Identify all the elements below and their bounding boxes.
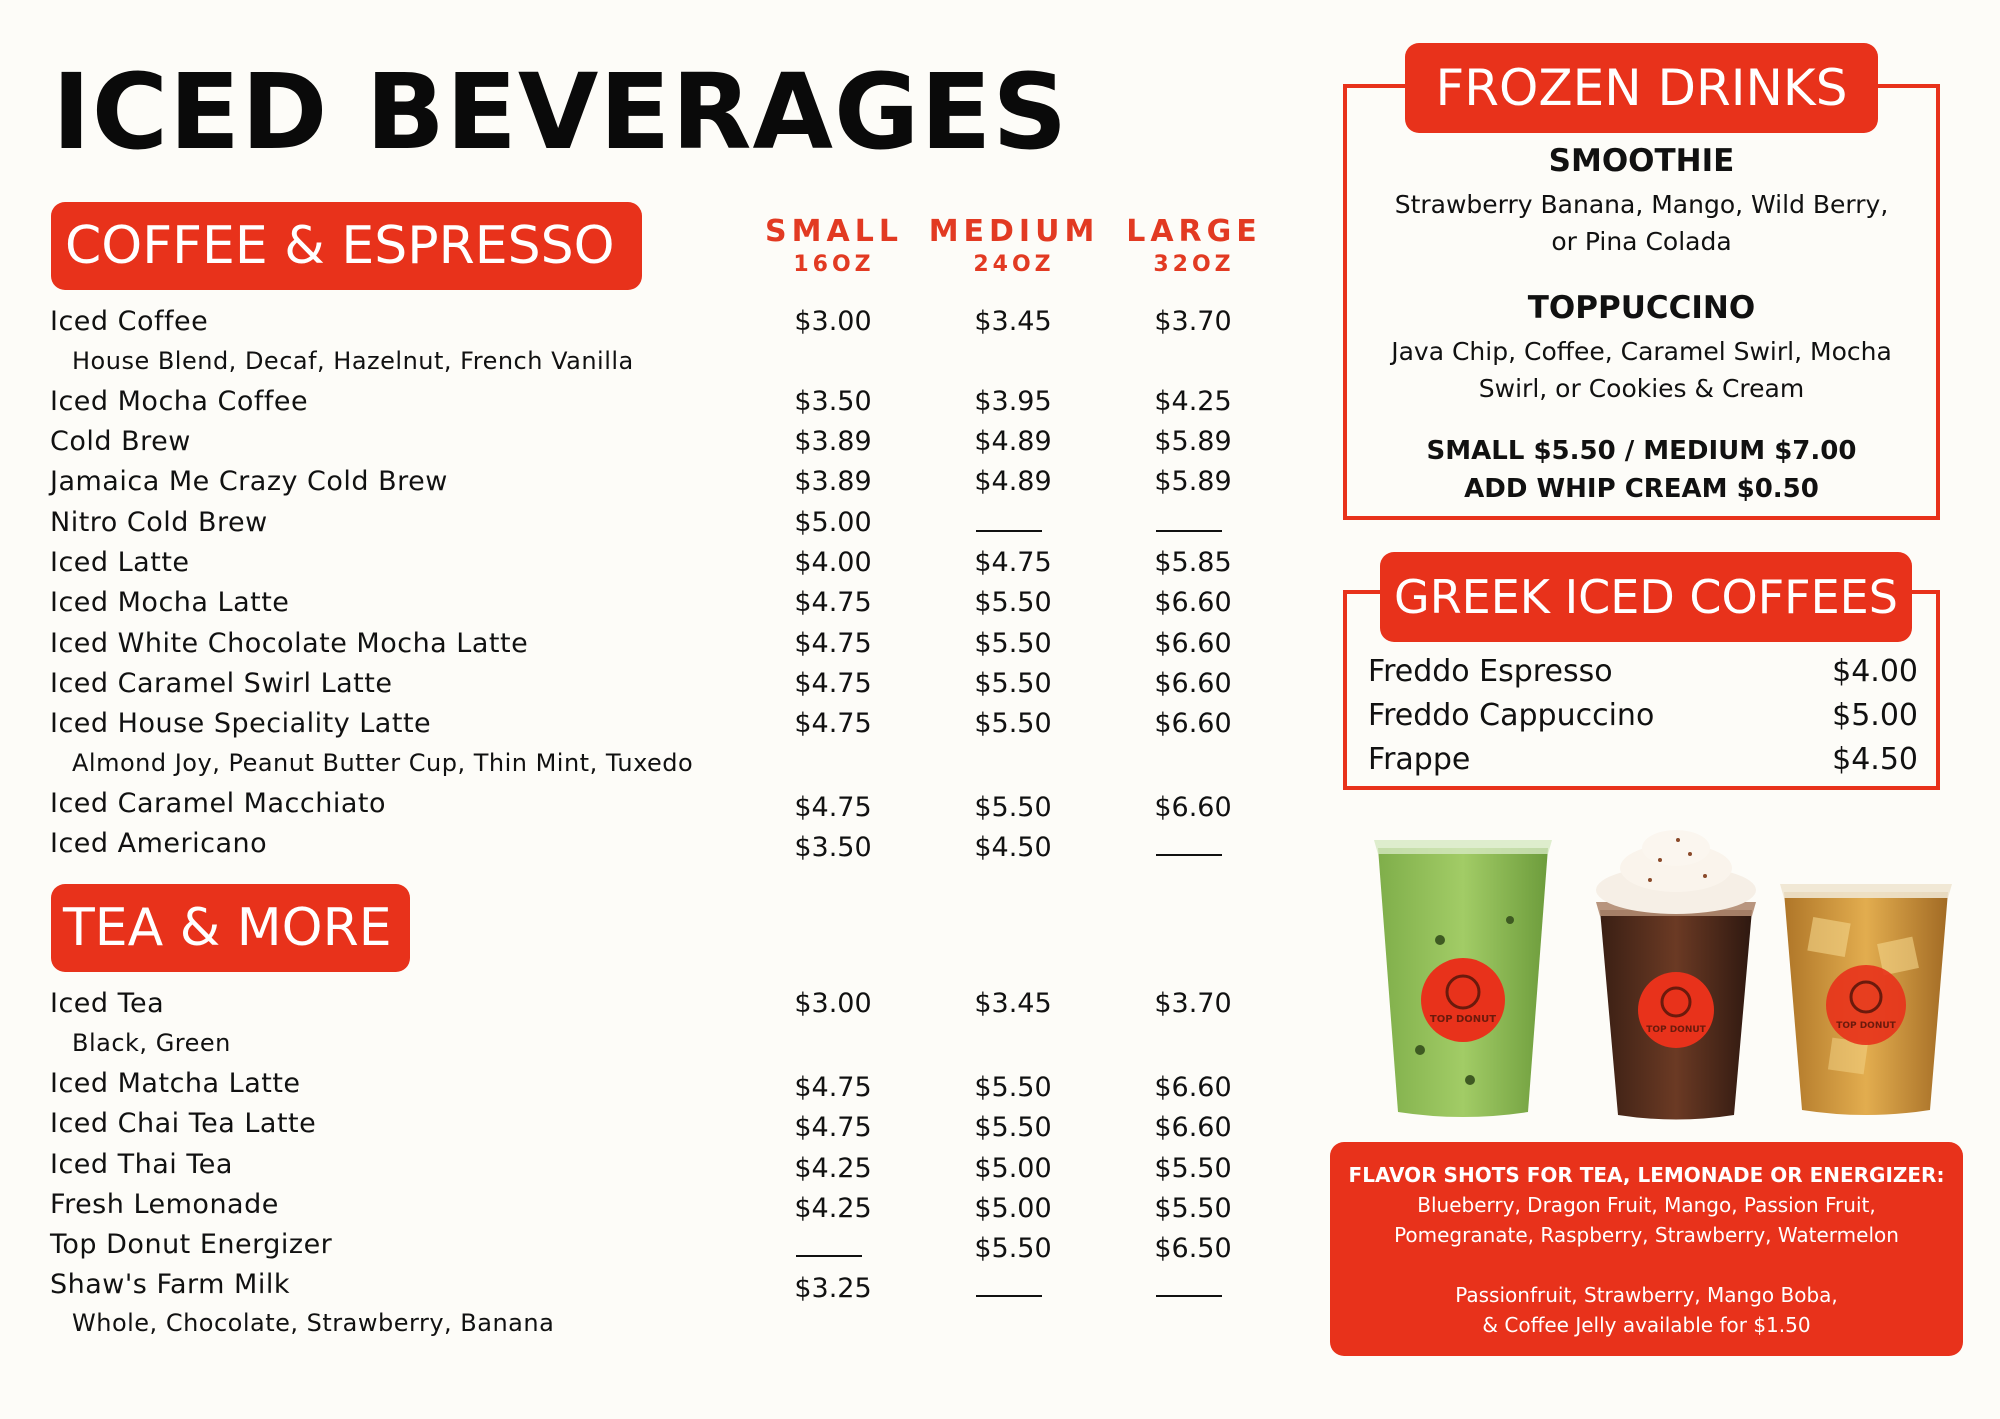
price-small: $4.75 <box>794 1072 872 1103</box>
item-note: Almond Joy, Peanut Butter Cup, Thin Mint, Tuxedo <box>72 749 694 777</box>
menu-row <box>50 1185 1250 1225</box>
menu-row <box>50 302 1250 342</box>
flavor-shots-heading: FLAVOR SHOTS FOR TEA, LEMONADE OR ENERGIZER: <box>1348 1163 1945 1187</box>
item-note: Whole, Chocolate, Strawberry, Banana <box>72 1309 555 1337</box>
item-name: Top Donut Energizer <box>50 1229 333 1260</box>
greek-row <box>1368 650 1918 694</box>
price-large: $3.70 <box>1154 988 1232 1019</box>
price-small: $4.25 <box>794 1193 872 1224</box>
price-small: $4.75 <box>794 1112 872 1143</box>
price-small: $3.00 <box>794 306 872 337</box>
price-medium: $4.89 <box>974 466 1052 497</box>
flavor-shots-box <box>1330 1142 1963 1356</box>
iced-tea-cup <box>1780 884 1952 1115</box>
greek-row <box>1368 694 1918 738</box>
price-medium: $4.89 <box>974 426 1052 457</box>
price-large: $3.70 <box>1154 306 1232 337</box>
drink-cups-image <box>1360 810 1960 1130</box>
boba-line2: & Coffee Jelly available for $1.50 <box>1482 1313 1811 1337</box>
price-large: $6.60 <box>1154 1112 1232 1143</box>
menu-row <box>50 503 1250 543</box>
size-name: LARGE <box>1126 214 1262 249</box>
price-small: $4.00 <box>794 547 872 578</box>
price-large: $6.60 <box>1154 792 1232 823</box>
price-large: $5.85 <box>1154 547 1232 578</box>
price-large: $6.60 <box>1154 668 1232 699</box>
menu-row <box>50 1064 1250 1104</box>
menu-row <box>50 624 1250 664</box>
toppuccino-flavors-line2: Swirl, or Cookies & Cream <box>1478 374 1805 403</box>
menu-row <box>50 462 1250 502</box>
price-large: $6.60 <box>1154 587 1232 618</box>
menu-row <box>50 1265 1250 1305</box>
smoothie-flavors-line1: Strawberry Banana, Mango, Wild Berry, <box>1394 190 1889 219</box>
price-medium: $3.95 <box>974 386 1052 417</box>
item-note: Black, Green <box>72 1029 231 1057</box>
item-name: Shaw's Farm Milk <box>50 1269 290 1300</box>
frozen-drinks-header: FROZEN DRINKS <box>1405 43 1878 133</box>
whip-cream-line: ADD WHIP CREAM $0.50 <box>1464 474 1819 504</box>
menu-row <box>50 543 1250 583</box>
unavailable-dash <box>976 530 1042 532</box>
price-small: $4.75 <box>794 587 872 618</box>
item-name: Iced Matcha Latte <box>50 1068 301 1099</box>
menu-row <box>50 784 1250 824</box>
menu-row <box>50 984 1250 1024</box>
greek-row <box>1368 738 1918 782</box>
price-medium: $3.45 <box>974 988 1052 1019</box>
price-medium: $5.50 <box>974 708 1052 739</box>
size-name: SMALL <box>765 214 903 249</box>
price-small: $3.89 <box>794 466 872 497</box>
item-name: Iced House Speciality Latte <box>50 708 432 739</box>
cup-logo-text: TOP DONUT <box>1429 1014 1497 1025</box>
menu-row <box>50 824 1250 864</box>
item-name: Iced Thai Tea <box>50 1149 233 1180</box>
price-medium: $5.50 <box>974 587 1052 618</box>
price-large: $6.60 <box>1154 708 1232 739</box>
flavor-shots-line2: Pomegranate, Raspberry, Strawberry, Watermelon <box>1394 1223 1899 1247</box>
size-header-medium <box>919 214 1109 280</box>
menu-row <box>50 1104 1250 1144</box>
price-small: $3.89 <box>794 426 872 457</box>
tea-section-header: TEA & MORE <box>51 884 410 972</box>
frozen-price-line: SMALL $5.50 / MEDIUM $7.00 <box>1426 436 1857 466</box>
price-medium: $5.50 <box>974 792 1052 823</box>
price-medium: $5.50 <box>974 668 1052 699</box>
smoothie-heading: SMOOTHIE <box>1548 143 1735 179</box>
menu-row <box>50 422 1250 462</box>
item-name: Iced Caramel Swirl Latte <box>50 668 393 699</box>
item-name: Fresh Lemonade <box>50 1189 279 1220</box>
price-small: $4.75 <box>794 792 872 823</box>
price-medium: $4.50 <box>974 832 1052 863</box>
coffee-section-header: COFFEE & ESPRESSO <box>51 202 642 290</box>
item-name: Iced Latte <box>50 547 190 578</box>
menu-row <box>50 583 1250 623</box>
price-large: $6.60 <box>1154 628 1232 659</box>
smoothie-flavors-line2: or Pina Colada <box>1551 227 1732 256</box>
price-medium: $5.50 <box>974 628 1052 659</box>
greek-item-price: $4.00 <box>1832 654 1918 689</box>
price-large: $5.89 <box>1154 466 1232 497</box>
toppuccino-flavors-line1: Java Chip, Coffee, Caramel Swirl, Mocha <box>1391 337 1892 366</box>
greek-iced-coffees-header: GREEK ICED COFFEES <box>1380 552 1912 642</box>
menu-row <box>50 704 1250 744</box>
boba-line1: Passionfruit, Strawberry, Mango Boba, <box>1455 1283 1838 1307</box>
price-medium: $3.45 <box>974 306 1052 337</box>
item-name: Iced White Chocolate Mocha Latte <box>50 628 529 659</box>
size-oz: 24OZ <box>973 252 1055 277</box>
menu-row <box>50 382 1250 422</box>
item-name: Iced Tea <box>50 988 165 1019</box>
unavailable-dash <box>976 1295 1042 1297</box>
price-small: $3.00 <box>794 988 872 1019</box>
flavor-shots-line1: Blueberry, Dragon Fruit, Mango, Passion Fruit, <box>1417 1193 1876 1217</box>
price-medium: $5.50 <box>974 1072 1052 1103</box>
item-name: Iced Mocha Coffee <box>50 386 309 417</box>
price-medium: $5.00 <box>974 1153 1052 1184</box>
price-small: $5.00 <box>794 507 872 538</box>
item-name: Iced Mocha Latte <box>50 587 290 618</box>
price-medium: $5.00 <box>974 1193 1052 1224</box>
price-large: $5.89 <box>1154 426 1232 457</box>
size-header-large <box>1099 214 1289 280</box>
price-large: $5.50 <box>1154 1193 1232 1224</box>
menu-row <box>50 1145 1250 1185</box>
size-oz: 32OZ <box>1153 252 1235 277</box>
matcha-cup <box>1374 840 1552 1117</box>
price-small: $4.75 <box>794 628 872 659</box>
greek-item-name: Frappe <box>1368 742 1471 777</box>
unavailable-dash <box>1156 530 1222 532</box>
item-name: Iced Chai Tea Latte <box>50 1108 317 1139</box>
price-large: $6.60 <box>1154 1072 1232 1103</box>
size-oz: 16OZ <box>793 252 875 277</box>
cup-logo-text: TOP DONUT <box>1836 1021 1896 1031</box>
unavailable-dash <box>796 1255 862 1257</box>
greek-item-price: $4.50 <box>1832 742 1918 777</box>
price-small: $3.25 <box>794 1273 872 1304</box>
greek-item-price: $5.00 <box>1832 698 1918 733</box>
item-name: Iced Americano <box>50 828 268 859</box>
price-medium: $5.50 <box>974 1233 1052 1264</box>
price-small: $4.25 <box>794 1153 872 1184</box>
menu-row <box>50 664 1250 704</box>
cup-logo-text: TOP DONUT <box>1646 1025 1706 1035</box>
page-title: ICED BEVERAGES <box>52 51 1069 173</box>
menu-row <box>50 1225 1250 1265</box>
price-large: $5.50 <box>1154 1153 1232 1184</box>
greek-item-name: Freddo Espresso <box>1368 654 1613 689</box>
unavailable-dash <box>1156 854 1222 856</box>
item-name: Nitro Cold Brew <box>50 507 268 538</box>
price-small: $3.50 <box>794 832 872 863</box>
item-name: Cold Brew <box>50 426 191 457</box>
item-name: Iced Coffee <box>50 306 209 337</box>
price-small: $4.75 <box>794 708 872 739</box>
mocha-cup <box>1596 830 1756 1120</box>
item-note: House Blend, Decaf, Hazelnut, French Vanilla <box>72 347 634 375</box>
item-name: Iced Caramel Macchiato <box>50 788 386 819</box>
size-name: MEDIUM <box>928 214 1100 249</box>
price-large: $4.25 <box>1154 386 1232 417</box>
price-medium: $5.50 <box>974 1112 1052 1143</box>
price-large: $6.50 <box>1154 1233 1232 1264</box>
greek-item-name: Freddo Cappuccino <box>1368 698 1655 733</box>
price-small: $3.50 <box>794 386 872 417</box>
price-medium: $4.75 <box>974 547 1052 578</box>
size-header-small <box>739 214 929 280</box>
unavailable-dash <box>1156 1295 1222 1297</box>
price-small: $4.75 <box>794 668 872 699</box>
item-name: Jamaica Me Crazy Cold Brew <box>50 466 448 497</box>
toppuccino-heading: TOPPUCCINO <box>1527 290 1756 326</box>
